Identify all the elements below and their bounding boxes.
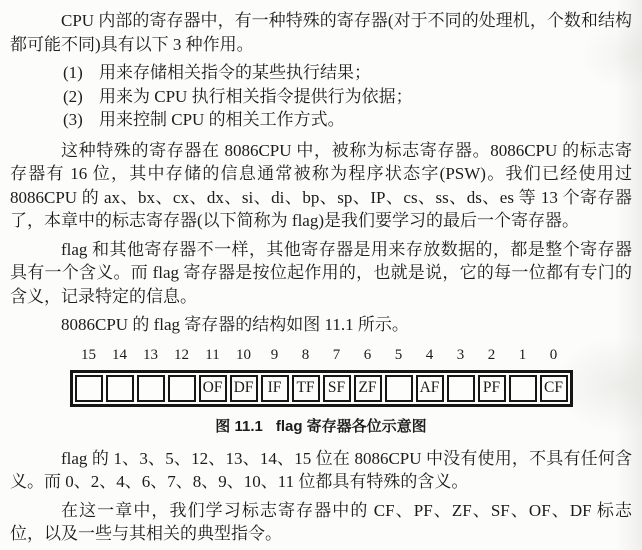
list-text-1: 用来存储相关指令的某些执行结果；: [99, 63, 371, 82]
bit-number-2: 2: [487, 346, 496, 363]
bit-number-11: 11: [205, 346, 220, 363]
register-cell-7-sf: SF: [323, 375, 351, 402]
register-cell-13: [137, 375, 165, 402]
list-item-2: [10, 85, 632, 109]
paragraph-intro: CPU 内部的寄存器中，有一种特殊的寄存器(对于不同的处理机，个数和结构都可能不同)具有以下 3 种作用。: [10, 11, 632, 54]
paragraph-flag-register-intro: 这种特殊的寄存器在 8086CPU 中，被称为标志寄存器。8086CPU 的标志寄存器有 16 位，其中存储的信息通常被称为程序状态字(PSW)。我们已经使用过 8086CPU 的 ax、bx、cx、dx、si、di、bp、sp、IP、cs、ss、ds、es 等 13 个寄存器了，本章中的标志寄存器(以下简称为 flag)是我们要学习的最后一个寄存器。: [10, 140, 632, 230]
bit-number-3: 3: [456, 346, 465, 363]
paragraph-figure-reference: 8086CPU 的 flag 寄存器的结构如图 11.1 所示。: [61, 315, 409, 334]
register-cell-2-pf: PF: [478, 375, 506, 402]
figure-caption-text: flag 寄存器各位示意图: [275, 417, 427, 435]
figure-caption-number: 图 11.1: [215, 417, 263, 435]
bit-numbers-row: [70, 346, 573, 364]
register-cell-15: [75, 375, 103, 402]
bit-number-7: 7: [332, 346, 341, 363]
list-item-1: [10, 61, 632, 85]
bit-number-10: 10: [236, 346, 251, 363]
register-roles-list: [10, 61, 632, 132]
bit-number-0: 0: [549, 346, 558, 363]
bit-number-5: 5: [394, 346, 403, 363]
register-cell-6-zf: ZF: [354, 375, 382, 402]
register-box: [70, 370, 573, 407]
paragraph-unused-bits: flag 的 1、3、5、12、13、14、15 位在 8086CPU 中没有使用，不具有任何含义。而 0、2、4、6、7、8、9、10、11 位都具有特殊的含义。: [10, 448, 632, 491]
list-marker-1: (1): [63, 63, 83, 82]
figure-caption: [10, 417, 632, 436]
list-marker-3: (3): [63, 110, 83, 129]
bit-number-4: 4: [425, 346, 434, 363]
bit-number-1: 1: [518, 346, 527, 363]
bit-number-14: 14: [112, 346, 127, 363]
register-cell-3: [447, 375, 475, 402]
register-cell-12: [168, 375, 196, 402]
bit-number-13: 13: [143, 346, 158, 363]
flag-register-figure: [10, 346, 632, 436]
flag-register-diagram: [70, 346, 573, 407]
paragraph-flag-bitwise: flag 和其他寄存器不一样，其他寄存器是用来存放数据的，都是整个寄存器具有一个含义。而 flag 寄存器是按位起作用的，也就是说，它的每一位都有专门的含义，记录特定的信息。: [10, 239, 632, 306]
register-cell-11-of: OF: [199, 375, 227, 402]
list-text-3: 用来控制 CPU 的相关工作方式。: [99, 110, 345, 129]
register-cell-4-af: AF: [416, 375, 444, 402]
bit-number-6: 6: [363, 346, 372, 363]
list-text-2: 用来为 CPU 执行相关指令提供行为依据；: [99, 86, 413, 106]
bit-number-12: 12: [174, 346, 189, 363]
register-cell-5: [385, 375, 413, 402]
list-item-3: [10, 108, 632, 132]
register-cell-0-cf: CF: [540, 375, 568, 402]
register-cell-14: [106, 375, 134, 402]
register-cell-1: [509, 375, 537, 402]
bit-number-15: 15: [81, 346, 96, 363]
register-cell-9-if: IF: [261, 375, 289, 402]
bit-number-8: 8: [301, 346, 310, 363]
register-cell-10-df: DF: [230, 375, 258, 402]
bit-number-9: 9: [270, 346, 279, 363]
list-marker-2: (2): [63, 86, 83, 106]
paragraph-chapter-scope: 在这一章中，我们学习标志寄存器中的 CF、PF、ZF、SF、OF、DF 标志位，以及一些与其相关的典型指令。: [10, 500, 632, 543]
register-cell-8-tf: TF: [292, 375, 320, 402]
